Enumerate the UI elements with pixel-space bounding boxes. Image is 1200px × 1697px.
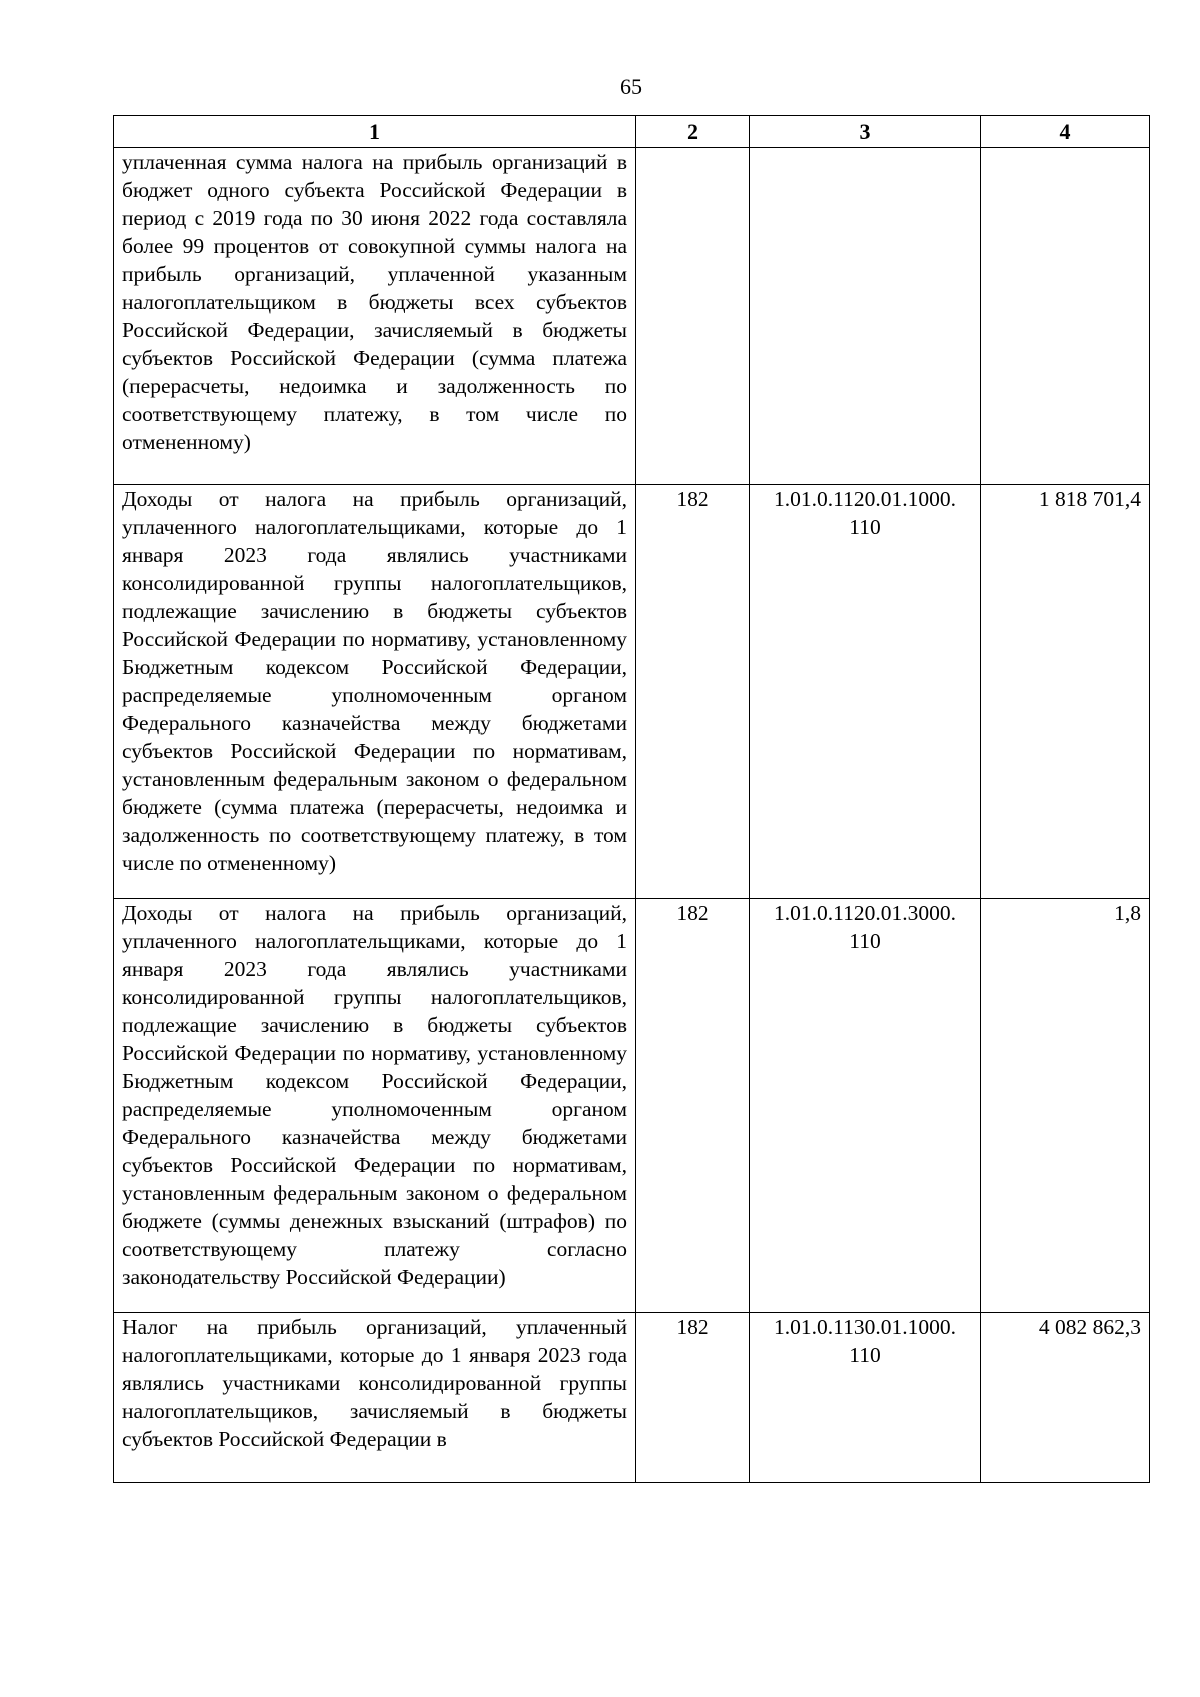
amount-cell: 4 082 862,3 [981,1313,1150,1483]
column-header-4: 4 [981,116,1150,148]
budget-code-cell: 1.01.0.1120.01.3000. 110 [750,899,981,1313]
amount-cell: 1,8 [981,899,1150,1313]
column-header-1: 1 [114,116,636,148]
amount-cell [981,148,1150,485]
budget-code-cell [750,148,981,485]
revenue-name-cell: уплаченная сумма налога на прибыль организаций в бюджет одного субъекта Российской Федерации в период с 2019 года по 30 июня 2022 года составляла более 99 процентов от совокупной суммы налога на прибыль организаций, уплаченной указанным налогоплательщиком в бюджеты всех субъектов Российской Федерации, зачисляемый в бюджеты субъектов Российской Федерации (сумма платежа (перерасчеты, недоимка и задолженность по соответствующему платежу, в том числе по отмененному) [114,148,636,485]
table-row [114,899,1150,1313]
admin-code-cell: 182 [636,1313,750,1483]
budget-code-cell: 1.01.0.1120.01.1000. 110 [750,485,981,899]
admin-code-cell: 182 [636,899,750,1313]
table-row [114,1313,1150,1483]
admin-code-cell: 182 [636,485,750,899]
admin-code-cell [636,148,750,485]
table-row [114,148,1150,485]
revenue-name-cell: Доходы от налога на прибыль организаций, уплаченного налогоплательщиками, которые до 1 января 2023 года являлись участниками консолидированной группы налогоплательщиков, подлежащие зачислению в бюджеты субъектов Российской Федерации по нормативу, установленному Бюджетным кодексом Российской Федерации, распределяемые уполномоченным органом Федерального казначейства между бюджетами субъектов Российской Федерации по нормативам, установленным федеральным законом о федеральном бюджете (суммы денежных взысканий (штрафов) по соответствующему платежу согласно законодательству Российской Федерации) [114,899,636,1313]
revenue-name-cell: Налог на прибыль организаций, уплаченный налогоплательщиками, которые до 1 января 2023 года являлись участниками консолидированной группы налогоплательщиков, зачисляемый в бюджеты субъектов Российской Федерации в [114,1313,636,1483]
revenue-table [113,115,1150,1483]
revenue-name-cell: Доходы от налога на прибыль организаций, уплаченного налогоплательщиками, которые до 1 января 2023 года являлись участниками консолидированной группы налогоплательщиков, подлежащие зачислению в бюджеты субъектов Российской Федерации по нормативу, установленному Бюджетным кодексом Российской Федерации, распределяемые уполномоченным органом Федерального казначейства между бюджетами субъектов Российской Федерации по нормативам, установленным федеральным законом о федеральном бюджете (сумма платежа (перерасчеты, недоимка и задолженность по соответствующему платежу, в том числе по отмененному) [114,485,636,899]
column-header-3: 3 [750,116,981,148]
table-row [114,485,1150,899]
page-number: 65 [620,74,642,99]
amount-cell: 1 818 701,4 [981,485,1150,899]
table-header-row [114,116,1150,148]
budget-code-cell: 1.01.0.1130.01.1000. 110 [750,1313,981,1483]
column-header-2: 2 [636,116,750,148]
